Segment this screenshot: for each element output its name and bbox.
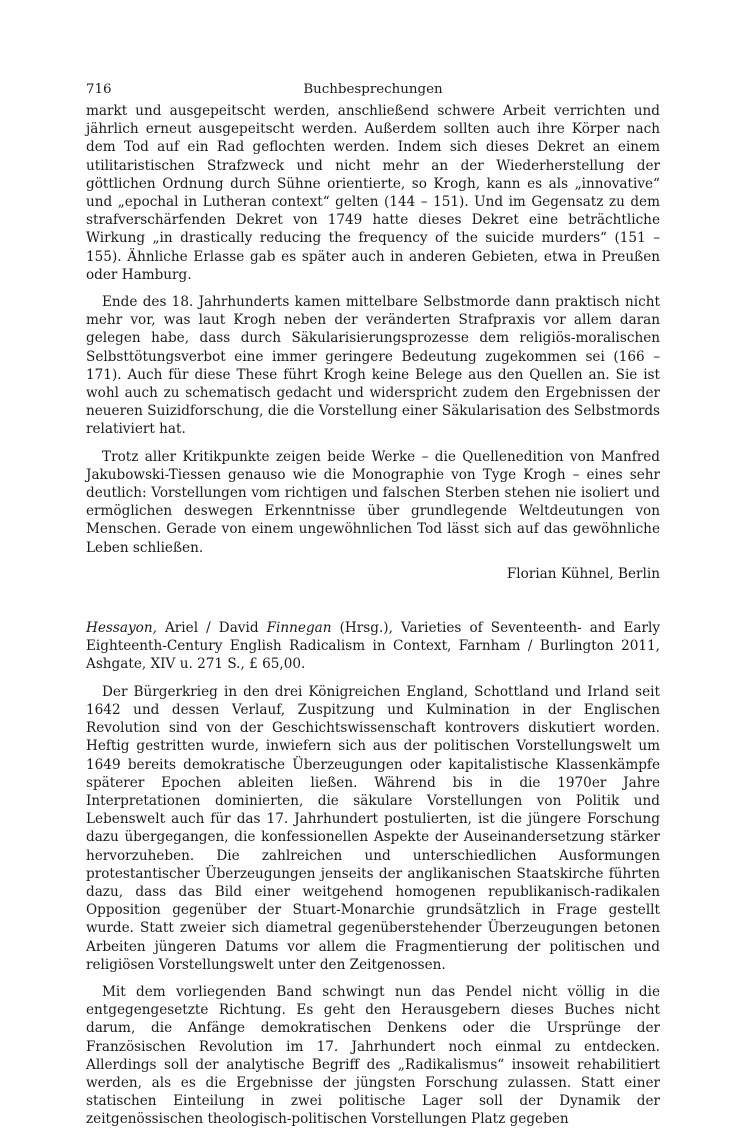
review1-signature: Florian Kühnel, Berlin [506, 565, 660, 582]
bib-author1-rest: Ariel / David [156, 620, 267, 637]
review2-paragraph-1: Der Bürgerkrieg in den drei Königreichen England, Schottland und Irland seit 1642 und dessen Verlauf, Zuspitzung und Kulmination in der Englischen Revolution sind von der Geschichtswissenschaft kontrovers diskutiert worden. Heftig gestritten wurde, inwiefern sich aus der politischen Vorstellungswelt um 1649 bereits demokratische Überzeugungen oder kapitalistische Klassenkämpfe späterer Epochen ableiten ließen. Während bis in die 1970er Jahre Interpretationen dominierten, die säkulare Vorstellungen von Politik und Lebenswelt auch für das 17. Jahrhundert postulierten, ist die jüngere Forschung dazu übergegangen, die konfessionellen Aspekte der Auseinandersetzung stärker hervorzuheben. Die zahlreichen und unterschiedlichen Ausformungen protestantischer Überzeugungen jenseits der anglikanischen Staatskirche führten dazu, dass das Bild einer weitgehend homogenen republikanisch-radikalen Opposition gegenüber der Stuart-Monarchie grundsätzlich in Frage gestellt wurde. Statt zweier sich diametral gegenüberstehender Überzeugungen betonen Arbeiten jüngeren Datums vor allem die Fragmentierung der politischen und religiösen Vorstellungswelt unter den Zeitgenossen. [86, 683, 660, 973]
review2-paragraph-2: Mit dem vorliegenden Band schwingt nun das Pendel nicht völlig in die entgegengesetzte Richtung. Es geht den Herausgebern dieses Buches nicht darum, die Anfänge demokratischen Denkens oder die Ursprünge der Französischen Revolution im 17. Jahrhundert noch einmal zu entdecken. Allerdings soll der analytische Begriff des „Radikalismus“ insoweit rehabilitiert werden, als es die Ergebnisse der jüngsten Forschung zulassen. Statt einer statischen Einteilung in zwei politische Lager soll der Dynamik der zeitgenössischen theologisch-politischen Vorstellungen Platz gegeben [86, 983, 660, 1128]
review1-paragraph-2: Ende des 18. Jahrhunderts kamen mittelbare Selbstmorde dann praktisch nicht mehr vor, was laut Krogh neben der veränderten Strafpraxis vor allem daran gelegen habe, dass durch Säkularisierungsprozesse dem religiös-moralischen Selbsttötungsverbot eine immer geringere Bedeutung zugekommen sei (166 – 171). Auch für diese These führt Krogh keine Belege aus den Quellen an. Sie ist wohl auch zu schematisch gedacht und widerspricht zudem den Ergebnissen der neueren Suizidforschung, die die Vorstellung einer Säkularisation des Selbstmords relativiert hat. [86, 294, 660, 438]
bib-rest: (Hrsg.), Varieties of Seventeenth- and Early Eighteenth-Century English Radicalism in Context, Farnham / Burlington 2011, Ashgate, XIV u. 271 S., £ 65,00. [86, 620, 661, 673]
review1-paragraph-1: markt und ausgepeitscht werden, anschließend schwere Arbeit verrichten und jährlich erneut ausgepeitscht werden. Außerdem sollten auch ihre Körper nach dem Tod auf ein Rad geflochten werden. Indem sich dieses Dekret an einem utilitaristischen Strafzweck und nicht mehr an der Wiederherstellung der göttlichen Ordnung durch Sühne orientierte, so Krogh, kann es als „innovative“ und „epochal in Lutheran context“ gelten (144 – 151). Und im Gegensatz zu dem strafverschärfenden Dekret von 1749 hatte dieses Dekret eine beträchtliche Wirkung „in drastically reducing the frequency of the suicide murders“ (151 – 155). Ähnliche Erlasse gab es später auch in anderen Gebieten, etwa in Preußen oder Hamburg. [86, 103, 660, 283]
page-number: 716 [86, 82, 112, 97]
running-head: Buchbesprechungen [303, 82, 443, 97]
page-header [86, 80, 660, 102]
bib-author2: Finnegan [266, 620, 332, 637]
review1-paragraph-3: Trotz aller Kritikpunkte zeigen beide Werke – die Quellenedition von Manfred Jakubowski-Tiessen genauso wie die Monographie von Tyge Krogh – eines sehr deutlich: Vorstellungen vom richtigen und falschen Sterben stehen nie isoliert und ermöglichen deswegen Erkenntnisse über grundlegende Weltdeutungen von Menschen. Gerade von einem ungewöhnlichen Tod lässt sich auf das gewöhnliche Leben schließen. [86, 448, 660, 556]
document-page [86, 80, 660, 1129]
bibliographic-entry [86, 619, 660, 674]
review-hessayon-finnegan [86, 619, 660, 1128]
review-florian-kuehnel [86, 102, 660, 583]
bib-author1: Hessayon, [86, 620, 157, 637]
